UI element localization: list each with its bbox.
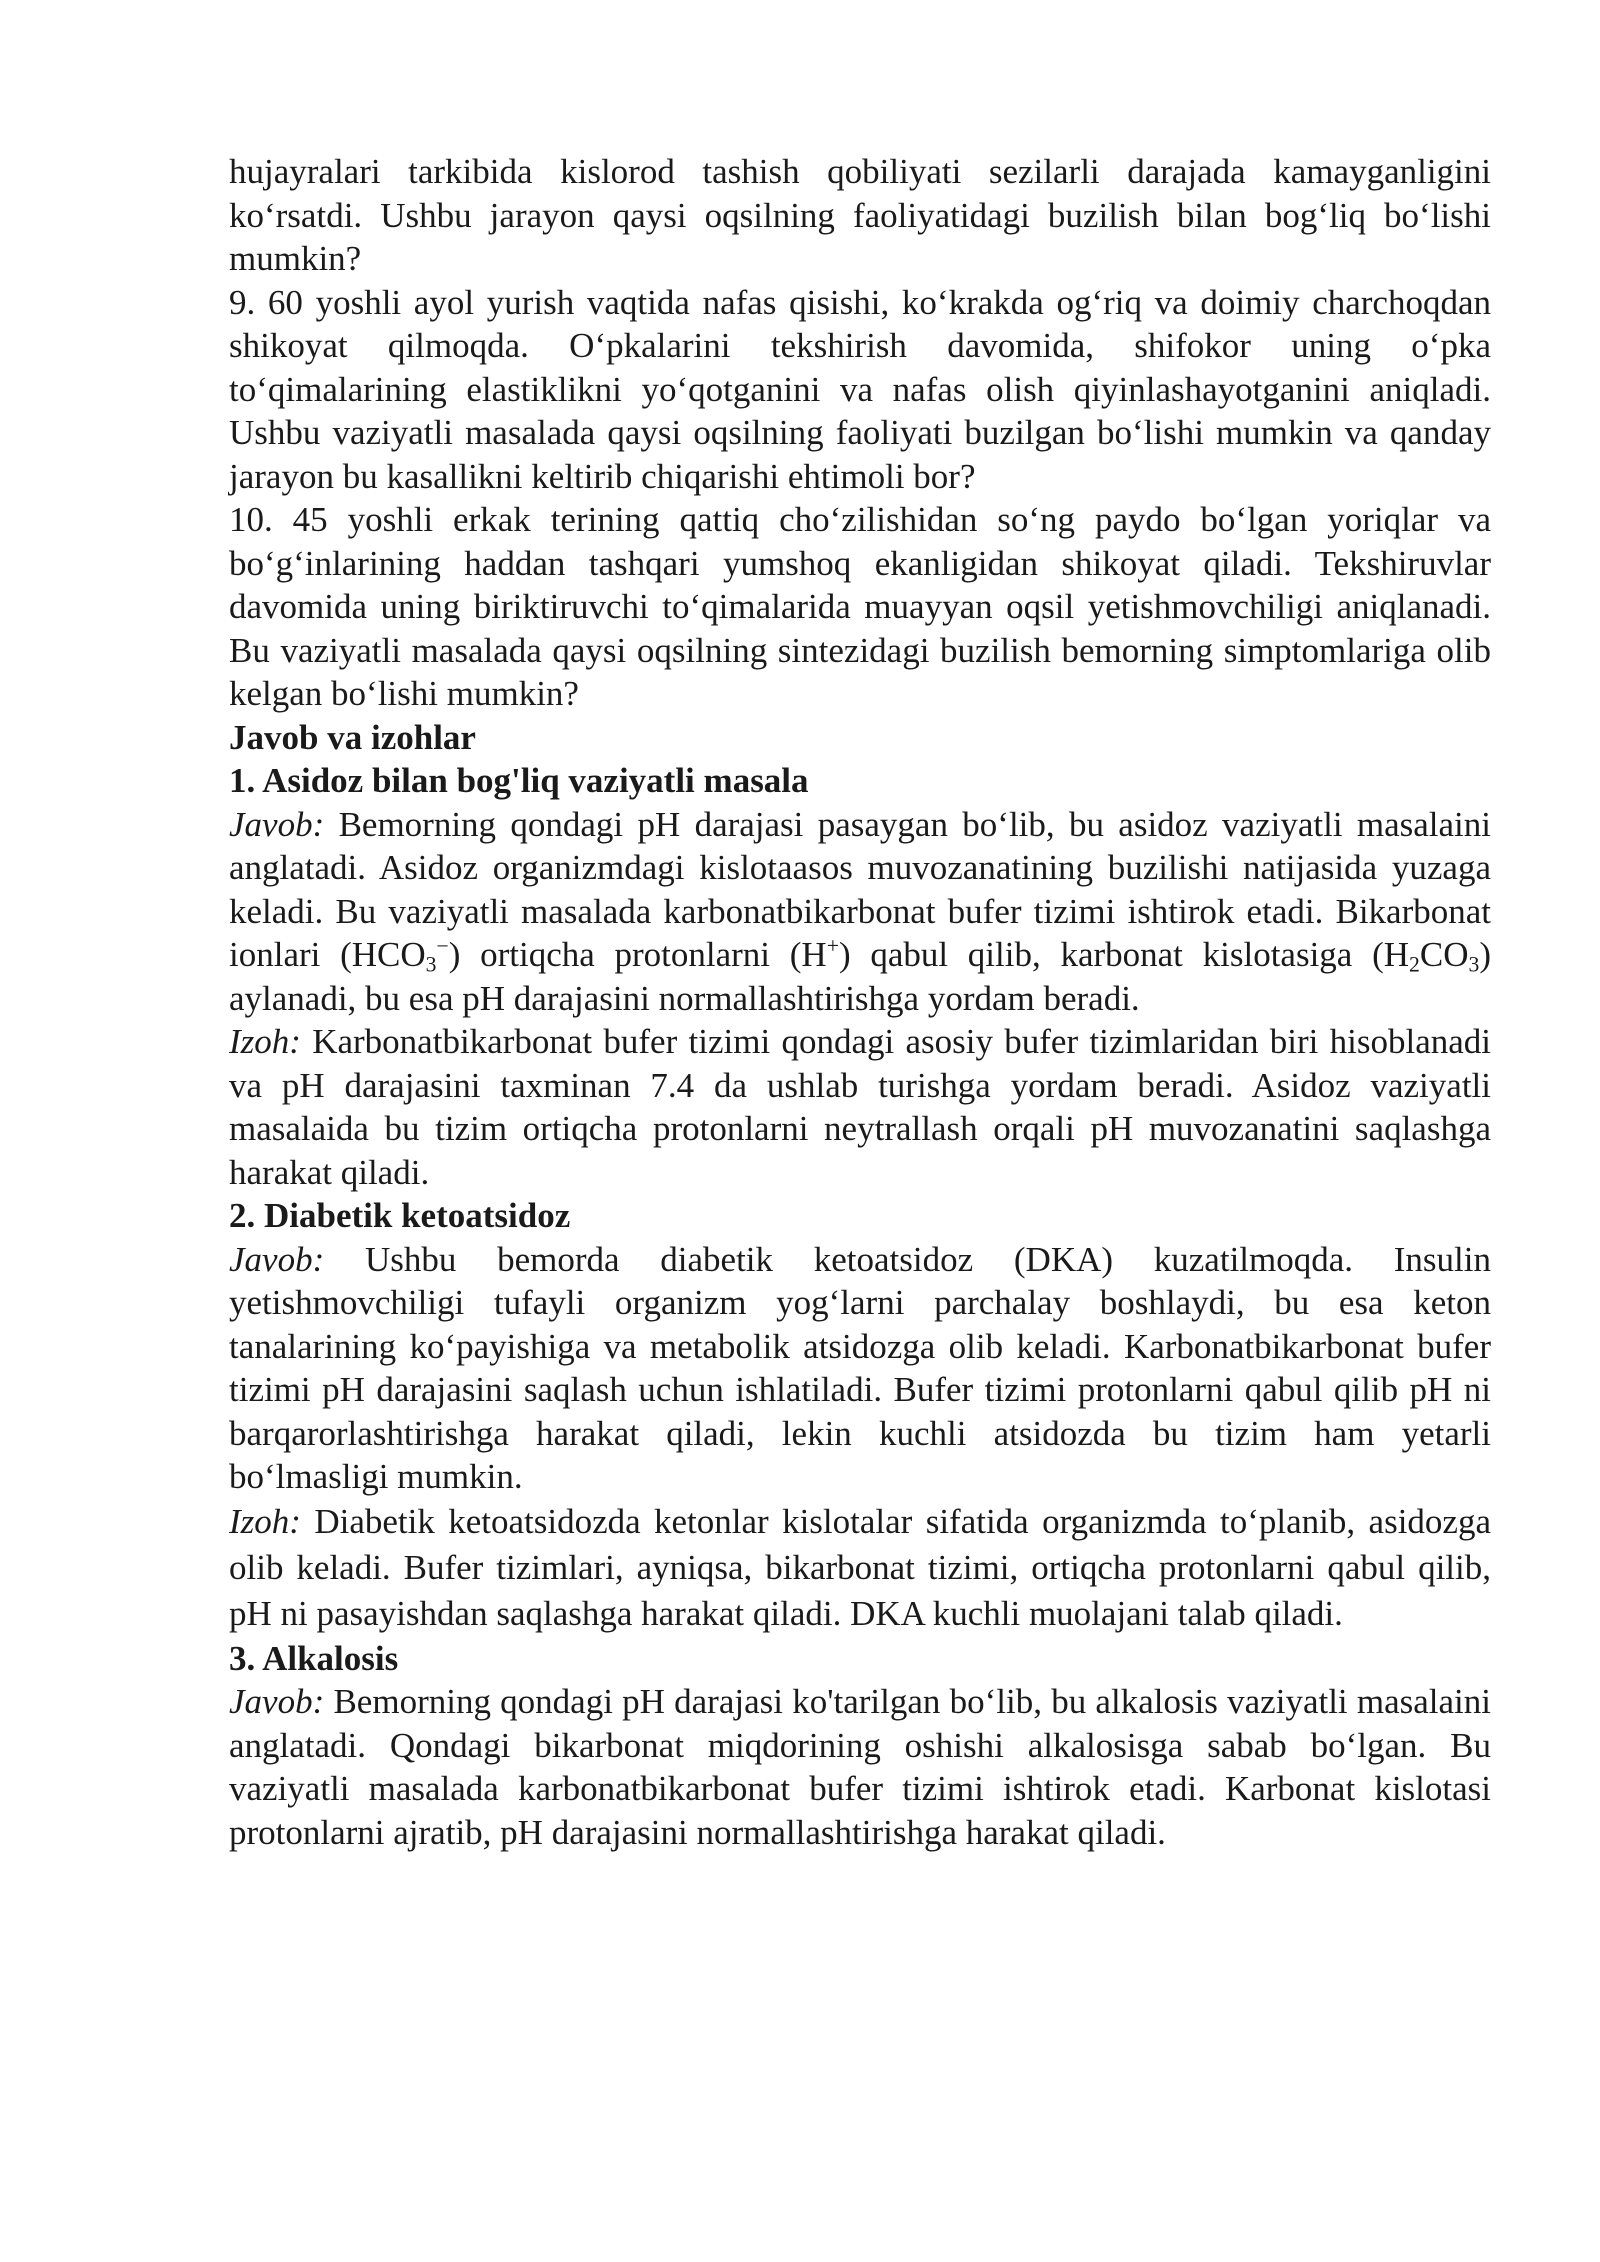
answer-label: Javob: [229,1682,325,1721]
section-1-answer [229,803,1491,1021]
section-2-answer-text: Ushbu bemorda diabetik ketoatsidoz (DKA) kuzatilmoqda. Insulin yetishmovchiligi tufayli organizm yog‘larni parchalay boshlaydi, bu esa keton tanalarining ko‘payishiga va metabolik atsidozga olib keladi. Karbonatbikarbonat bufer tizimi pH darajasini saqlash uchun ishlatiladi. Bufer tizimi protonlarni qabul qilib pH ni barqarorlashtirishga harakat qiladi, lekin kuchli atsidozda bu tizim ham yetarli bo‘lmasligi mumkin. [229,1239,1491,1496]
section-3-heading: 3. Alkalosis [229,1638,399,1678]
explanation-label: Izoh: [229,1022,301,1061]
document-page [229,150,1491,1854]
section-1-answer-text-b: ) ortiqcha protonlarni ( [448,935,802,974]
section-3-answer-text: Bemorning qondagi pH darajasi ko'tarilgan bo‘lib, bu alkalosis vaziyatli masalaini anglatadi. Qondagi bikarbonat miqdorining oshishi alkalosisga sabab bo‘lgan. Bu vaziyatli masalada karbonatbikarbonat bufer tizimi ishtirok etadi. Karbonat kislotasi protonlarni ajratib, pH darajasini normallashtirishga harakat qiladi. [229,1682,1491,1852]
answer-label: Javob: [229,804,325,844]
section-1-answer-text-d: ) aylanadi, bu esa pH darajasini normallashtirishga yordam beradi. [229,935,1491,1018]
section-2-explanation [229,1499,1491,1637]
section-1-answer-text-c: ) qabul qilib, karbonat kislotasiga ( [838,935,1384,974]
section-1-answer-text-a: Bemorning qondagi pH darajasi pasaygan bo‘lib, bu asidoz vaziyatli masalaini anglatadi. Asidoz organizmdagi kislotaasos muvozanatining buzilishi natijasida yuzaga keladi. Bu vaziyatli masalada karbonatbikarbonat bufer tizimi ishtirok etadi. Bikarbonat ionlari ( [229,804,1491,974]
section-1-heading: 1. Asidoz bilan bog'liq vaziyatli masala [229,761,809,800]
answers-heading: Javob va izohlar [229,717,476,757]
section-3-answer [229,1680,1491,1854]
section-2-heading: 2. Diabetik ketoatsidoz [229,1196,571,1235]
formula-hco3: $HCO_3^-$ [351,933,449,977]
explanation-label: Izoh: [229,1501,301,1541]
section-2-explanation-text: Diabetik ketoatsidozda ketonlar kislotalar sifatida organizmda to‘planib, asidozga olib keladi. Bufer tizimlari, ayniqsa, bikarbonat tizimi, ortiqcha protonlarni qabul qilib, pH ni pasayishdan saqlashga harakat qiladi. DKA kuchli muolajani talab qiladi. [229,1501,1491,1633]
formula-h-plus: H+ [801,933,839,974]
section-1-explanation [229,1020,1491,1194]
question-8-continuation: hujayralari tarkibida kislorod tashish qobiliyati sezilarli darajada kamayganligini ko‘rsatdi. Ushbu jarayon qaysi oqsilning faoliyatidagi buzilish bilan bog‘liq bo‘lishi mumkin? [229,152,1491,278]
section-2-answer [229,1238,1491,1499]
formula-h2co3: $H_2CO_3$ [1383,935,1480,977]
answer-label: Javob: [229,1239,325,1279]
question-10: 10. 45 yoshli erkak terining qattiq cho‘zilishidan so‘ng paydo bo‘lgan yoriqlar va bo‘g‘inlarining haddan tashqari yumshoq ekanligidan shikoyat qiladi. Tekshiruvlar davomida uning biriktiruvchi to‘qimalarida muayyan oqsil yetishmovchiligi aniqlanadi. Bu vaziyatli masalada qaysi oqsilning sintezidagi buzilish bemorning simptomlariga olib kelgan bo‘lishi mumkin? [229,500,1491,713]
question-9: 9. 60 yoshli ayol yurish vaqtida nafas qisishi, ko‘krakda og‘riq va doimiy charchoqdan shikoyat qilmoqda. O‘pkalarini tekshirish davomida, shifokor uning o‘pka to‘qimalarining elastiklikni yo‘qotganini va nafas olish qiyinlashayotganini aniqladi. Ushbu vaziyatli masalada qaysi oqsilning faoliyati buzilgan bo‘lishi mumkin va qanday jarayon bu kasallikni keltirib chiqarishi ehtimoli bor? [229,282,1491,496]
section-1-explanation-text: Karbonatbikarbonat bufer tizimi qondagi asosiy bufer tizimlaridan biri hisoblanadi va pH darajasini taxminan 7.4 da ushlab turishga yordam beradi. Asidoz vaziyatli masalaida bu tizim ortiqcha protonlarni neytrallash orqali pH muvozanatini saqlashga harakat qiladi. [229,1022,1491,1192]
